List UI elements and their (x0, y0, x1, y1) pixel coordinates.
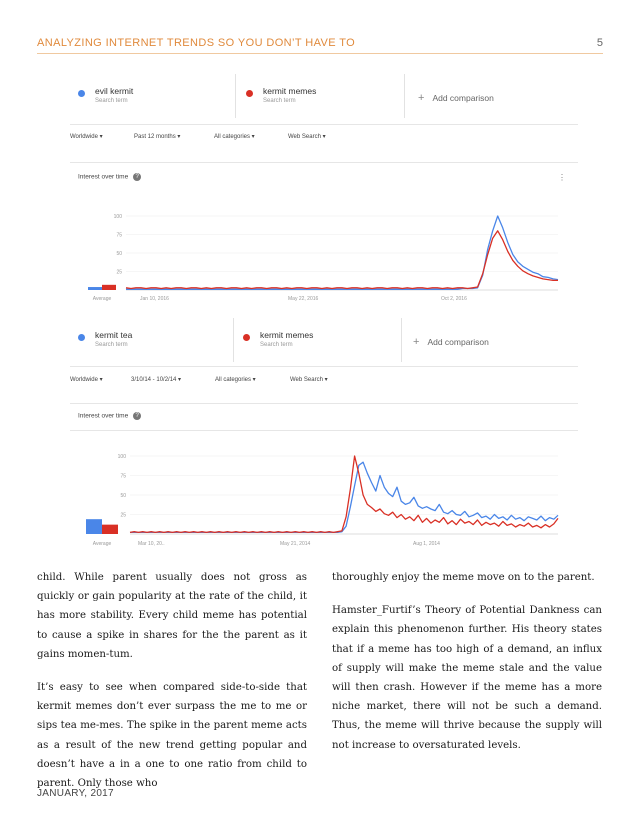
divider (404, 74, 405, 118)
interest-label: Interest over time (78, 173, 129, 181)
series-color-dot (246, 90, 253, 97)
y-tick-label: 75 (116, 232, 122, 239)
series-color-dot (78, 334, 85, 341)
body-paragraph: Hamster_Furtif’s Theory of Potential Dankness can explain this phenomenon further. His theory states that if a meme has too high of a demand, an influx of supply will make the meme stale and the value will then crash. However if the meme has a more niche market, there will not be such a demand. Thus, the meme will thrive because the supply will not increase to oversaturated levels. (332, 605, 602, 751)
filter-bar (70, 130, 578, 144)
y-tick-label: 100 (113, 214, 122, 220)
divider (70, 403, 578, 404)
search-term-name: kermit tea (95, 330, 133, 340)
x-tick-label: May 21, 2014 (280, 541, 311, 547)
region-filter[interactable]: Worldwide ▾ (70, 377, 103, 383)
help-icon[interactable]: ? (133, 412, 141, 420)
filter-bar (70, 373, 578, 387)
series-color-dot (78, 90, 85, 97)
region-filter[interactable]: Worldwide ▾ (70, 134, 103, 140)
search-term-name: evil kermit (95, 86, 134, 96)
average-bar (102, 285, 116, 290)
add-comparison-label: Add comparison (427, 337, 489, 347)
y-tick-label: 75 (120, 473, 126, 480)
interest-chart (70, 446, 578, 550)
x-tick-label: Oct 2, 2016 (441, 296, 467, 302)
header-rule (37, 53, 603, 54)
divider (235, 74, 236, 118)
y-tick-label: 50 (120, 493, 126, 499)
search-terms-bar (70, 318, 578, 362)
trends-figure-kermit-tea (70, 318, 578, 550)
body-paragraph: child. While parent usually does not gross as quickly or gain popularity at the rate of the child, it has more stability. Every child meme has potential to cause a spike in shares for the the parent as it gains momen-tum. (37, 572, 307, 660)
average-bar (102, 525, 118, 534)
add-comparison-button[interactable] (418, 88, 494, 106)
page-header (37, 37, 603, 53)
y-tick-label: 25 (120, 512, 126, 519)
header-title: ANALYZING INTERNET TRENDS SO YOU DON’T HAVE TO (37, 37, 356, 49)
y-tick-label: 100 (117, 454, 126, 460)
time-filter[interactable]: Past 12 months ▾ (134, 134, 181, 140)
interest-chart (70, 204, 578, 304)
average-bar (86, 519, 102, 534)
category-filter[interactable]: All categories ▾ (214, 134, 255, 140)
series-line (126, 216, 558, 289)
interest-over-time-title (78, 412, 141, 420)
search-term-sub: Search term (260, 342, 293, 348)
x-tick-label: Aug 1, 2014 (413, 541, 440, 547)
add-comparison-button[interactable] (413, 332, 489, 350)
series-color-dot (243, 334, 250, 341)
divider (70, 366, 578, 367)
body-column-left (37, 568, 307, 807)
more-options-icon[interactable]: ⋮ (558, 173, 566, 182)
footer-date: JANUARY, 2017 (37, 788, 114, 799)
add-comparison-label: Add comparison (432, 93, 494, 103)
search-term-name: kermit memes (263, 86, 317, 96)
x-tick-label: May 22, 2016 (288, 296, 319, 302)
body-paragraph: It’s easy to see when compared side-to-side that kermit memes don’t ever surpass the me to me or sips tea me-mes. The spike in the parent meme acts as a result of the new trend getting popular and doesn’t have a in a one to one ratio from child to parent. Only those who (37, 682, 307, 790)
series-line (130, 456, 558, 532)
x-tick-label: Jan 10, 2016 (140, 296, 169, 302)
body-column-right (332, 568, 602, 769)
x-tick-label: Mar 10, 20.. (138, 541, 165, 547)
y-tick-label: 25 (116, 269, 122, 276)
divider (70, 430, 578, 431)
divider (70, 124, 578, 125)
search-terms-bar (70, 74, 578, 118)
interest-label: Interest over time (78, 412, 129, 420)
help-icon[interactable]: ? (133, 173, 141, 181)
average-label: Average (92, 296, 112, 302)
y-tick-label: 50 (116, 251, 122, 257)
category-filter[interactable]: All categories ▾ (215, 377, 256, 383)
search-term-sub: Search term (263, 98, 296, 104)
search-term-sub: Search term (95, 98, 128, 104)
page-number: 5 (596, 37, 603, 49)
search-term-sub: Search term (95, 342, 128, 348)
time-filter[interactable]: 3/10/14 - 10/2/14 ▾ (131, 377, 182, 383)
average-label: Average (92, 541, 112, 547)
search-term-name: kermit memes (260, 330, 314, 340)
body-paragraph: thoroughly enjoy the meme move on to the parent. (332, 572, 595, 583)
search-type-filter[interactable]: Web Search ▾ (290, 377, 328, 383)
divider (401, 318, 402, 362)
divider (70, 162, 578, 163)
plus-icon: + (413, 336, 420, 348)
divider (233, 318, 234, 362)
series-line (126, 231, 558, 289)
plus-icon: + (418, 92, 425, 104)
search-type-filter[interactable]: Web Search ▾ (288, 134, 326, 140)
interest-over-time-title (78, 173, 141, 181)
average-bar (88, 287, 102, 290)
trends-figure-evil-kermit (70, 74, 578, 304)
